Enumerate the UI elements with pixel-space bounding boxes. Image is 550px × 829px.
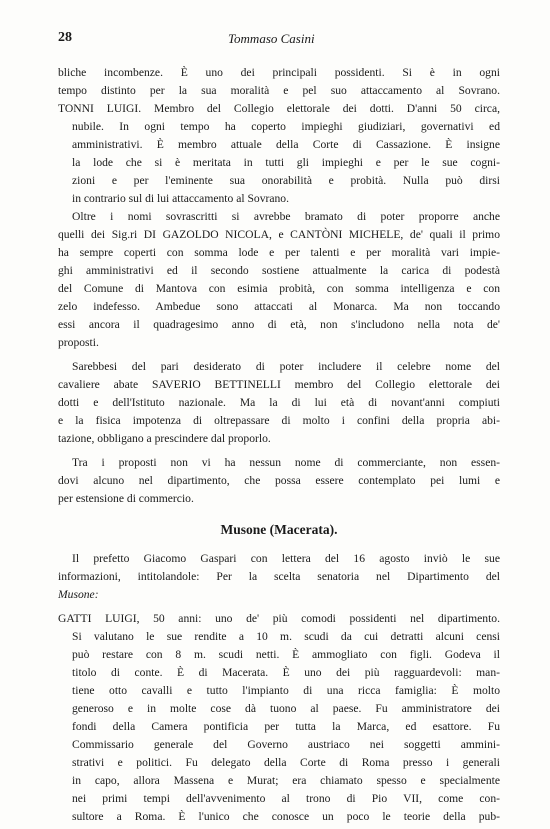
text-line: tempo distinto per la sua moralità e pel suo attaccamento al Sovrano. <box>58 84 500 97</box>
text-line: titolo di conte. È di Macerata. È uno dei più ragguardevoli: man- <box>72 666 500 679</box>
paragraph-6 <box>58 610 500 826</box>
text-line: tiene otto cavalli e tutto l'impianto di una ricca famiglia: È molto <box>72 684 500 697</box>
text-line: tazione, obbligano a prescindere dal proporlo. <box>58 432 271 445</box>
text-line: Tra i proposti non vi ha nessun nome di commerciante, non essen- <box>72 456 500 469</box>
text-line: nei primi tempi dell'avvenimento al trono di Pio VII, come con- <box>72 792 500 805</box>
text-line: TONNI LUIGI. Membro del Collegio elettorale dei dotti. D'anni 50 circa, <box>58 102 500 115</box>
text-line: cavaliere abate SAVERIO BETTINELLI membro del Collegio elettorale dei <box>58 378 500 391</box>
text-line: la lode che si è meritata in tutti gli impieghi e per le sue cogni- <box>72 156 500 169</box>
text-line: ghi amministrativi ed il secondo sostiene attualmente la carica di podestà <box>58 264 500 277</box>
text-line: strativi e politici. Fu delegato della Corte di Roma presso i generali <box>72 756 500 769</box>
text-line: amministrativi. È membro attuale della Corte di Cassazione. È insigne <box>72 138 500 151</box>
page-number: 28 <box>58 30 72 45</box>
text-line: in contrario sul di lui attaccamento al Sovrano. <box>72 192 289 205</box>
text-line: Oltre i nomi sovrascritti si avrebbe bramato di poter proporre anche <box>72 210 500 223</box>
text-line: zioni e per l'eminente sua onorabilità e probità. Nulla può dirsi <box>72 174 500 187</box>
paragraph-1 <box>58 64 500 208</box>
paragraph-3 <box>58 358 500 448</box>
text-line: Si valutano le sue rendite a 10 m. scudi da cui detratti alcuni censi <box>72 630 500 643</box>
text-line: GATTI LUIGI, 50 anni: uno de' più comodi possidenti nel dipartimento. <box>58 612 500 625</box>
paragraph-4 <box>58 454 500 508</box>
text-line: in capo, allora Massena e Murat; era chiamato spesso e specialmente <box>72 774 500 787</box>
text-line: Sarebbesi del pari desiderato di poter includere il celebre nome del <box>72 360 500 373</box>
text-line: fondi della Camera pontificia per tutta la Marca, ed esattore. Fu <box>72 720 500 733</box>
text-line: Commissario generale del Governo austriaco nei soggetti ammini- <box>72 738 500 751</box>
paragraph-5 <box>58 550 500 604</box>
text-line: informazioni, intitolandole: Per la scelta senatoria nel Dipartimento del <box>58 570 500 583</box>
text-line: Musone: <box>58 588 99 601</box>
text-line: per estensione di commercio. <box>58 492 194 505</box>
section-title: Musone (Macerata). <box>220 522 338 537</box>
text-line: dotti e dell'Istituto nazionale. Ma la di lui età di novant'anni compiuti <box>58 396 500 409</box>
text-line: essi ancora il quadragesimo anno di età, non s'includono nella nota de' <box>58 318 500 331</box>
text-line: generoso e in molte cose dà tuono al paese. Fu amministratore dei <box>72 702 500 715</box>
paragraph-2 <box>58 208 500 352</box>
text-line: sultore a Roma. È l'unico che conosce un poco le teorie della pub- <box>72 810 500 823</box>
body-text <box>58 64 500 826</box>
text-line: Il prefetto Giacomo Gaspari con lettera del 16 agosto inviò le sue <box>72 552 500 565</box>
text-line: e la fisica impotenza di oltrepassare di molto i confini della propria abi- <box>58 414 500 427</box>
text-line: nubile. In ogni tempo ha coperto impieghi giudiziari, governativi ed <box>72 120 500 133</box>
text-line: dovi alcuno nel dipartimento, che possa essere contemplato pei lumi e <box>58 474 500 487</box>
page-header <box>58 30 508 50</box>
text-line: del Comune di Mantova con esimia probità, con somma intelligenza e con <box>58 282 500 295</box>
text-line: zelo indefesso. Ambedue sono attaccati al Monarca. Ma non toccando <box>58 300 500 313</box>
text-line: ha sempre coperti con somma lode e per talenti e per moralità vari impie- <box>58 246 500 259</box>
text-line: quelli dei Sig.ri DI GAZOLDO NICOLA, e CANTÒNI MICHELE, de' quali il primo <box>58 228 500 241</box>
running-head: Tommaso Casini <box>228 31 315 46</box>
text-line: può restare con 8 m. scudi netti. È ammogliato con figli. Godeva il <box>72 648 500 661</box>
text-line: proposti. <box>58 336 99 349</box>
text-line: bliche incombenze. È uno dei principali possidenti. Si è in ogni <box>58 66 500 79</box>
